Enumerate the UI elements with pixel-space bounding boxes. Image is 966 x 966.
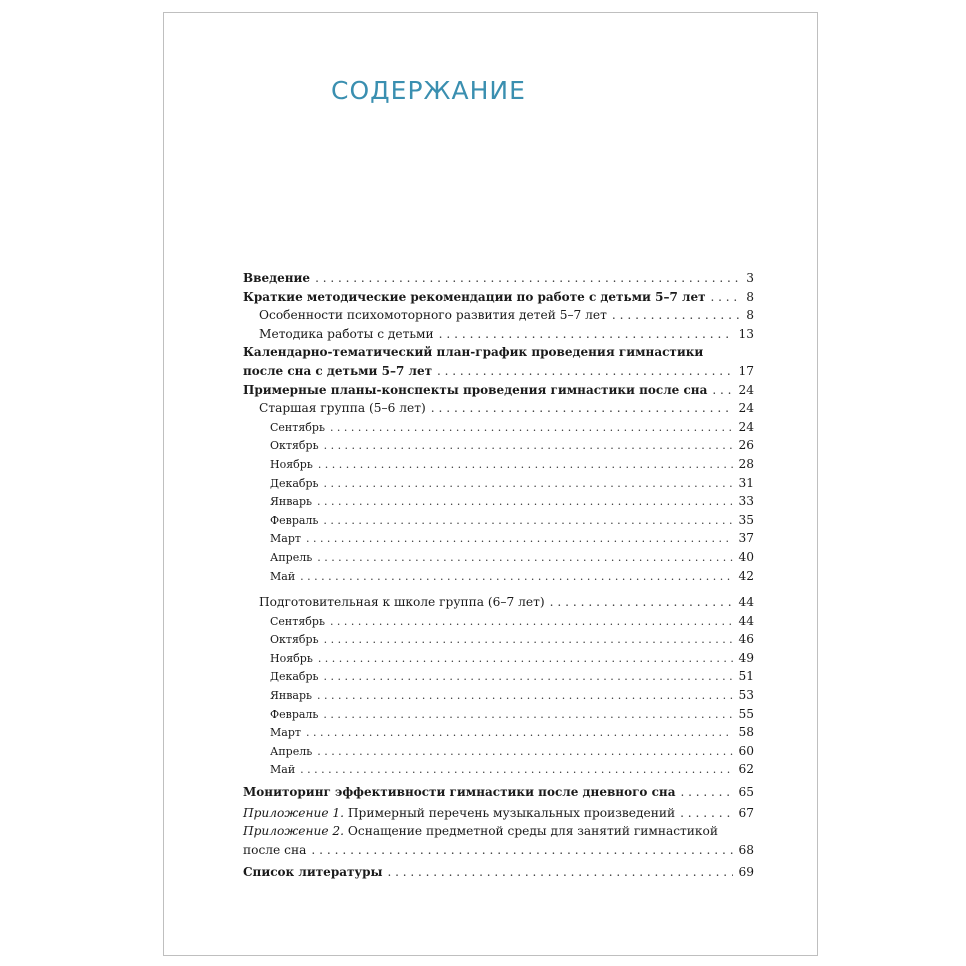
- toc-entry-label: после сна с детьми 5–7 лет: [243, 363, 433, 378]
- toc-page-number: 8: [746, 308, 754, 323]
- toc-entry-label: Апрель: [270, 744, 313, 758]
- toc-page-number: 37: [738, 531, 754, 546]
- toc-entry-month[interactable]: [243, 723, 754, 742]
- appendix-label: Приложение 2.: [243, 824, 345, 839]
- dot-leader: [680, 783, 733, 802]
- dot-leader: [388, 863, 734, 882]
- toc-page-number: 24: [738, 419, 754, 434]
- toc-entry-prep-group[interactable]: [243, 593, 754, 612]
- toc-page-number: 26: [738, 438, 754, 453]
- toc-entry-features[interactable]: [243, 306, 754, 325]
- toc-page-number: 65: [738, 785, 754, 800]
- dot-leader: [306, 724, 734, 743]
- toc-entry-month[interactable]: [243, 492, 754, 511]
- toc-entry-label: Сентябрь: [270, 420, 325, 434]
- dot-leader: [317, 549, 733, 568]
- toc-entry-label: Подготовительная к школе группа (6–7 лет): [259, 595, 545, 610]
- toc-entry-calendar[interactable]: [243, 362, 754, 381]
- toc-entry-monitoring[interactable]: [243, 783, 754, 802]
- dot-leader: [439, 325, 734, 344]
- toc-entry-month[interactable]: [243, 567, 754, 586]
- toc-page-number: 8: [746, 289, 754, 304]
- toc-entry-month[interactable]: [243, 511, 754, 530]
- toc-page-number: 33: [738, 494, 754, 509]
- dot-leader: [324, 437, 734, 456]
- dot-leader: [330, 613, 734, 632]
- toc-entry-label: Мониторинг эффективности гимнастики после дневного сна: [243, 785, 676, 800]
- toc-entry-month[interactable]: [243, 760, 754, 779]
- toc-entry-label: Ноябрь: [270, 651, 313, 665]
- dot-leader: [323, 512, 733, 531]
- toc-entry-label: Особенности психомоторного развития детей 5–7 лет: [259, 308, 607, 323]
- dot-leader: [318, 650, 734, 669]
- toc-page-number: 60: [738, 743, 754, 758]
- appendix-label: Приложение 1.: [243, 805, 345, 820]
- toc-entry-month[interactable]: [243, 705, 754, 724]
- appendix-title: Примерный перечень музыкальных произведений: [344, 805, 676, 820]
- toc-entry-month[interactable]: [243, 455, 754, 474]
- dot-leader: [330, 419, 734, 438]
- toc-page-number: 17: [738, 363, 754, 378]
- toc-page-number: 44: [738, 595, 754, 610]
- toc-page-number: 49: [738, 650, 754, 665]
- dot-leader: [315, 269, 741, 288]
- toc-entry-label: Январь: [270, 495, 312, 509]
- toc-entry-label: [243, 804, 675, 823]
- dot-leader: [711, 288, 742, 307]
- toc-entry-intro[interactable]: [243, 269, 754, 288]
- dot-leader: [317, 743, 733, 762]
- toc-entry-label: Март: [270, 532, 301, 546]
- toc-entry-month[interactable]: [243, 649, 754, 668]
- dot-leader: [324, 668, 734, 687]
- toc-entry-plans[interactable]: [243, 381, 754, 400]
- toc-entry-appendix-2[interactable]: [243, 841, 754, 860]
- toc-page-number: 35: [738, 512, 754, 527]
- toc-entry-month[interactable]: [243, 418, 754, 437]
- toc-entry-month[interactable]: [243, 686, 754, 705]
- toc-entry-literature[interactable]: [243, 863, 754, 882]
- dot-leader: [306, 530, 734, 549]
- toc-entry-label: Сентябрь: [270, 614, 325, 628]
- toc-entry-label: Апрель: [270, 550, 313, 564]
- toc-entry-month[interactable]: [243, 548, 754, 567]
- dot-leader: [318, 456, 734, 475]
- toc-entry-label: Октябрь: [270, 439, 319, 453]
- toc-entry-month[interactable]: [243, 474, 754, 493]
- toc-entry-label: Май: [270, 569, 296, 583]
- toc-page-number: 53: [738, 688, 754, 703]
- toc-entry-label: Февраль: [270, 707, 319, 721]
- dot-leader: [612, 306, 741, 325]
- toc-entry-senior-group[interactable]: [243, 399, 754, 418]
- toc-entry-month[interactable]: [243, 612, 754, 631]
- toc-page-number: 44: [738, 613, 754, 628]
- dot-leader: [323, 706, 733, 725]
- toc-entry-label: Декабрь: [270, 476, 319, 490]
- toc-entry-label: Май: [270, 763, 296, 777]
- toc-page-number: 40: [738, 549, 754, 564]
- toc-page-number: 51: [738, 669, 754, 684]
- dot-leader: [317, 493, 733, 512]
- toc-entry-month[interactable]: [243, 529, 754, 548]
- toc-page-number: 42: [738, 568, 754, 583]
- toc-entry-month[interactable]: [243, 667, 754, 686]
- toc-page-number: 24: [738, 382, 754, 397]
- toc-entry-method[interactable]: [243, 325, 754, 344]
- toc-entry-label: Ноябрь: [270, 457, 313, 471]
- dot-leader: [431, 399, 734, 418]
- dot-leader: [712, 381, 733, 400]
- toc-entry-month[interactable]: [243, 436, 754, 455]
- toc-entry-label: Октябрь: [270, 633, 319, 647]
- dot-leader: [324, 631, 734, 650]
- toc-page-number: 69: [738, 865, 754, 880]
- dot-leader: [550, 593, 734, 612]
- toc-entry-label: после сна: [243, 842, 307, 857]
- toc-entry-label: Методика работы с детьми: [259, 326, 434, 341]
- toc-page-number: 13: [738, 326, 754, 341]
- toc-page-number: 67: [738, 805, 754, 820]
- toc-page-number: 55: [738, 706, 754, 721]
- toc-page-number: 68: [738, 842, 754, 857]
- toc-entry-label: Примерные планы-конспекты проведения гимнастики после сна: [243, 382, 708, 397]
- dot-leader: [324, 475, 734, 494]
- toc-entry-appendix-1[interactable]: [243, 804, 754, 823]
- dot-leader: [680, 804, 733, 823]
- toc-page-number: 58: [738, 725, 754, 740]
- toc-entry-label: Старшая группа (5–6 лет): [259, 401, 426, 416]
- page-title: СОДЕРЖАНИЕ: [331, 76, 526, 105]
- toc-page-number: 24: [738, 401, 754, 416]
- toc-entry-month[interactable]: [243, 742, 754, 761]
- toc-entry-label: Краткие методические рекомендации по работе с детьми 5–7 лет: [243, 289, 706, 304]
- toc-page-number: 28: [738, 456, 754, 471]
- appendix-title: Оснащение предметной среды для занятий гимнастикой: [344, 824, 718, 839]
- toc-entry-label: Январь: [270, 689, 312, 703]
- toc-entry-label: Март: [270, 726, 301, 740]
- toc-page-number: 62: [738, 762, 754, 777]
- dot-leader: [437, 362, 733, 381]
- toc-entry-label: Введение: [243, 271, 311, 285]
- dot-leader: [300, 761, 733, 780]
- toc-entry-appendix-2-line1[interactable]: [243, 822, 754, 841]
- toc-entry-brief[interactable]: [243, 288, 754, 307]
- toc-page-number: 46: [738, 632, 754, 647]
- toc-page-number: 31: [738, 475, 754, 490]
- toc-entry-label: Список литературы: [243, 865, 383, 880]
- table-of-contents: [243, 269, 754, 882]
- toc-entry-month[interactable]: [243, 630, 754, 649]
- dot-leader: [300, 568, 733, 587]
- dot-leader: [317, 687, 733, 706]
- toc-entry-calendar-line1[interactable]: Календарно-тематический план-график проведения гимнастики: [243, 345, 704, 360]
- dot-leader: [311, 841, 733, 860]
- toc-page-number: 3: [746, 271, 754, 285]
- toc-entry-label: Февраль: [270, 513, 319, 527]
- toc-entry-label: Декабрь: [270, 670, 319, 684]
